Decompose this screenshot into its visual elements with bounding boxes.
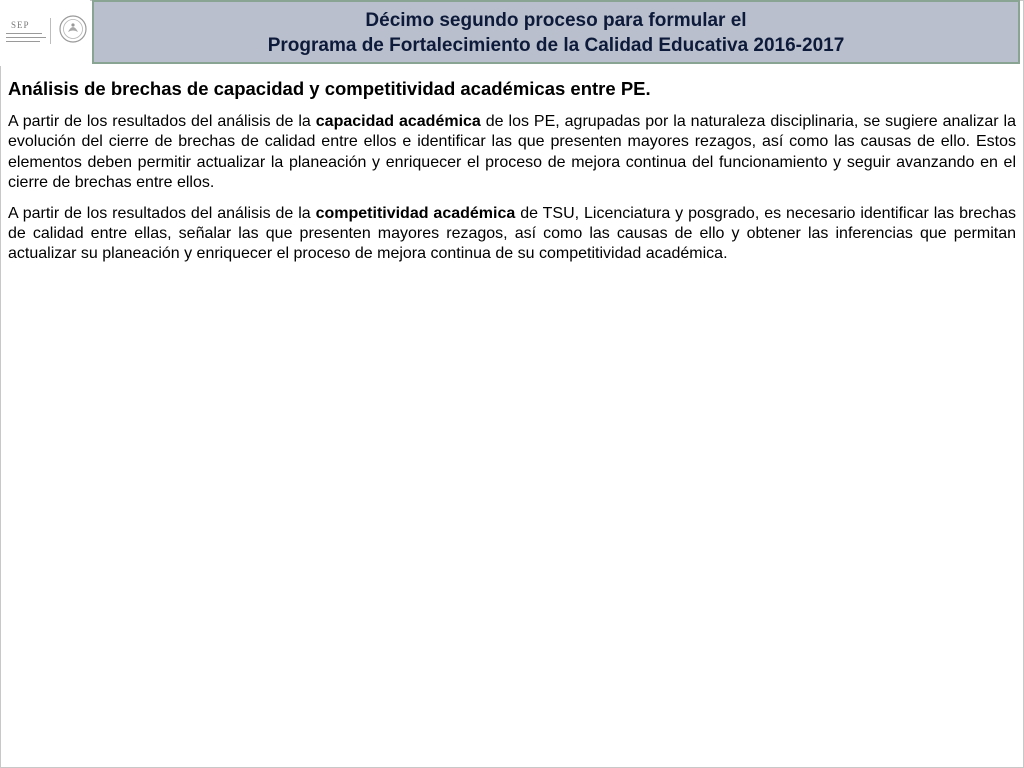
slide-content xyxy=(8,70,1016,275)
title-line-2: Programa de Fortalecimiento de la Calidad Educativa 2016-2017 xyxy=(267,35,845,56)
paragraph-text: de los PE, agrupadas por la naturaleza disciplinaria, se sugiere analizar la evolución del cierre de brechas de calidad entre ellos e identificar las que presenten mayores rezagos, así como las causas de ello. Estos elementos deben permitir actualizar la planeación y enriquecer el proceso de mejora continua del funcionamiento y seguir avanzando en el cierre de brechas entre ellos. xyxy=(8,113,1017,192)
paragraph-capacidad xyxy=(8,112,1016,194)
section-heading: Análisis de brechas de capacidad y competitividad académicas entre PE. xyxy=(8,78,651,99)
sep-logo-subline xyxy=(6,41,40,42)
paragraph-text: de TSU, Licenciatura y posgrado, es necesario identificar las brechas de calidad entre ellas, señalar las que presenten mayores rezagos, así como las causas de ello y obtener las inferencias que permitan actualizar su planeación y enriquecer el proceso de mejora continua de su competitividad académica. xyxy=(8,204,1017,263)
sep-logo-subline xyxy=(6,37,46,38)
header-bar xyxy=(92,0,1020,64)
paragraph-emphasis: competitividad académica xyxy=(315,204,516,222)
page-title xyxy=(94,8,1018,58)
logo-divider xyxy=(50,18,51,44)
sep-logo-text: SEP xyxy=(11,20,30,30)
sep-logo xyxy=(0,0,90,66)
paragraph-text: A partir de los resultados del análisis de la xyxy=(8,113,316,130)
sep-logo-subline xyxy=(6,33,42,34)
mexico-seal-icon xyxy=(58,14,88,44)
title-line-1: Décimo segundo proceso para formular el xyxy=(365,10,747,31)
paragraph-competitividad xyxy=(8,204,1016,265)
paragraph-emphasis: capacidad académica xyxy=(315,113,481,130)
paragraph-text: A partir de los resultados del análisis de la xyxy=(8,204,316,222)
